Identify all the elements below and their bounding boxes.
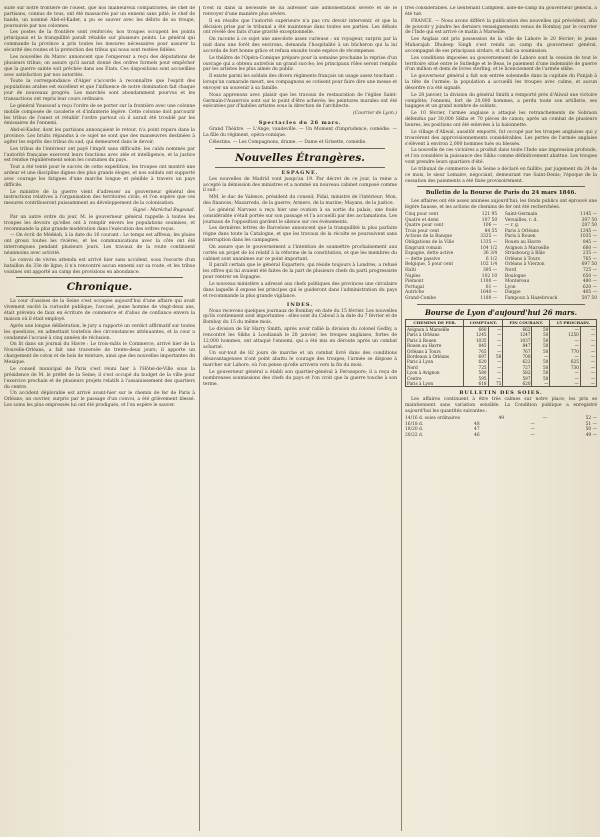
table-cell: —: [488, 365, 503, 370]
table-cell: —: [580, 332, 596, 337]
table-cell: 765: [464, 349, 488, 354]
soies-cell: 48: [474, 421, 480, 427]
quote-value: 121 95: [481, 212, 498, 218]
quote-label: Piémont: [405, 279, 424, 285]
article-paragraph: On raconte à ce sujet une anecdote assez curieuse : un voyageur, surpris par la nuit dans une forêt des environs, demanda l'hospitalité à un bûcheron qui la lui accorda de fort bonne grâce et refusa ensuite toute espèce de récompense.: [203, 37, 397, 54]
bourse-lyon-heading: Bourse de Lyon d'aujourd'hui 26 mars.: [424, 307, 578, 317]
soies-cell: —: [530, 427, 535, 433]
article-signature: Signé : Maréchal Bugeaud.: [132, 208, 195, 214]
table-cell: 597: [503, 376, 532, 381]
table-header: FIN COURANT.: [503, 319, 550, 326]
table-cell: —: [488, 332, 503, 337]
quote-value: 697 50: [581, 262, 597, 268]
quote-label: Cinq pour cent: [405, 212, 439, 218]
table-cell: 50: [532, 332, 550, 337]
table-cell: 1035: [464, 338, 488, 343]
table-cell: —: [488, 359, 503, 364]
article-paragraph: Le gouverneur général a établi son quartier-général à Ferozepore; il a reçu de nombreuses soumissions des chefs du pays et l'on croit que la guerre touche à son terme.: [203, 369, 397, 387]
table-cell: 1247: [503, 332, 532, 337]
bulletin-soies-heading: BULLETIN DES SOIES.: [459, 390, 543, 397]
article-paragraph: La cour d'assises de la Seine s'est occupée aujourd'hui d'une affaire qui avait vivement excité la curiosité publique; l'accusé, jeune homme de vingt-deux ans, était prévenu de faux en écriture de commerce et d'abus de confiance envers la maison où il était employé.: [4, 299, 195, 323]
article-paragraph: Le général Narvaez a reçu hier une ovation à sa sortie du palais; une foule considérable s'était portée sur son passage et l'a accueilli par des acclamations. Les journaux de l'opposition gardent le silence sur ces événements.: [203, 207, 397, 225]
column-rule: [199, 6, 200, 831]
section-heading-nouvelles: Nouvelles Étrangères.: [235, 151, 365, 164]
soies-cell: 18/20 d.: [405, 427, 424, 433]
article-paragraph: Le 10 février, l'armée anglaise a attaqué les retranchements de Sobraon défendus par 30,000 Sikhs et 70 pièces de canon; après un combat de plusieurs heures, les positions ont été enlevées à la baïonnette.: [405, 111, 597, 128]
quote-value: 507 50: [581, 295, 597, 301]
article-paragraph: suite sur notre frontière de l'ouest, que nos malheureux compatriotes, de chef de partisans, connus de tous, ont été massacrés par un ennemi sans pitié; le chef de bande, un nommé Abd-el-Kader, a pu se sauver avec les débris de sa troupe, poursuivie par nos colonnes.: [4, 6, 195, 29]
quote-label: Strasbourg à Bâle: [504, 251, 546, 257]
soies-cell: 51 —: [585, 421, 597, 427]
railway-market-table: [405, 319, 597, 388]
article-paragraph: Il paraît certain que le général Espartero, qui réside toujours à Londres, a refusé les offres qui lui avaient été faites de la part de plusieurs chefs du parti progressiste pour rentrer en Espagne.: [203, 263, 397, 281]
table-cell: —: [532, 381, 550, 387]
soies-cell: 14/16 d. soies ordinaires: [405, 416, 460, 422]
soies-cell: 49: [498, 416, 505, 422]
quote-value: 480 —: [582, 279, 597, 285]
quote-label: Autriche: [405, 290, 425, 296]
article-paragraph: Nous apprenons avec plaisir que les travaux de restauration de l'église Saint-Germain-l'Auxerrois sont sur le point d'être achevés; les peintures murales ont été exécutées par d'habiles artistes sous la direction de l'architecte.: [203, 92, 397, 110]
quote-value: 61 —: [485, 284, 498, 290]
article-paragraph: Un sur-tout de 82 jours de marche et un combat livré dans des conditions désavantageuses n'ont point abattu le courage des troupes; l'armée se dispose à marcher sur Lahore, où l'on pense qu'elle arrivera vers la fin du mois.: [203, 351, 397, 369]
article-paragraph: Abd-el-Kader, dont les partisans annonçaient le retour, n'a point reparu dans la province. Les bruits répandus à ce sujet ne sont que des manœuvres destinées à agiter les esprits des tribus du sud, qui demeurent dans le devoir.: [4, 128, 195, 145]
quote-value: 1145 —: [580, 212, 597, 218]
soies-cell: 52 —: [585, 416, 597, 422]
quote-label: Orléans à Vierzon: [504, 262, 545, 268]
quote-value: 287 50: [581, 223, 597, 229]
table-cell: —: [580, 326, 596, 332]
soies-cell: —: [542, 416, 548, 422]
table-cell: Orléans à Tours: [406, 349, 464, 354]
article-paragraph: Le général Youssouf a reçu l'ordre de se porter sur la frontière avec une colonne mobile composée de cavalerie et d'infanterie légère. Cette colonne doit parcourir les tribus de l'ouest et rétablir l'ordre partout où il aurait été troublé par les émissaires de l'ennemi.: [4, 103, 195, 127]
quote-label: Belgique, 5 pour cent: [405, 262, 454, 268]
table-cell: 50: [532, 359, 550, 364]
table-cell: 730: [550, 365, 581, 370]
quote-value: 1180 —: [480, 295, 498, 301]
table-cell: —: [532, 354, 550, 359]
quote-label: Avignon à Marseille: [504, 245, 550, 251]
quote-value: 405 —: [582, 290, 597, 296]
table-cell: Rouen au Havre: [406, 343, 464, 348]
quote-value: 395 —: [482, 268, 498, 273]
table-cell: —: [580, 354, 596, 359]
quote-value: 845 —: [582, 240, 597, 246]
article-paragraph: Le convoi de vivres attendu est arrivé hier sans accident, sous l'escorte d'un bataillon du 33e de ligne; il n'a rencontré aucun ennemi sur sa route, et les tribus voisines ont apporté au camp des provisions en abondance.: [4, 257, 195, 275]
quote-value: 107 50: [481, 217, 498, 223]
table-cell: 847: [503, 343, 532, 348]
quote-value: 1245 —: [580, 228, 597, 234]
article-source: (Courrier de Lyon.): [353, 111, 397, 117]
section-divider: [16, 296, 183, 297]
table-cell: 50: [532, 349, 550, 354]
section-heading-chronique: Chronique.: [66, 281, 133, 294]
bourse-note: Les affaires ont été assez animées aujourd'hui; les fonds publics ont éprouvé une légère hausse, et les actions de chemins de fer ont été recherchées.: [405, 199, 597, 211]
article-paragraph: Les conditions imposées au gouvernement de Lahore sont la cession de tout le territoire situé entre le Sutledge et le Beas, le paiement d'une indemnité de guerre d'un million et demi de livres sterling, et le licenciement de l'armée sikhe.: [405, 55, 597, 73]
quote-label: Naples: [405, 273, 421, 279]
soies-cell: 46: [474, 432, 480, 438]
quote-value: 765 —: [582, 256, 597, 262]
table-cell: —: [580, 338, 596, 343]
table-cell: —: [488, 370, 503, 375]
quote-label: Portugal: [405, 284, 424, 290]
article-paragraph: Les tribus de l'intérieur ont payé l'impôt sans difficulté; les caïds nommés par l'autorité française exercent leurs fonctions avec zèle et intelligence, et la justice est rendue régulièrement selon les coutumes du pays.: [4, 146, 195, 164]
article-paragraph: On lit dans un journal du Havre : Le trois-mâts le Commerce, arrivé hier de la Nouvelle-Orléans, a fait une traversée de trente-deux jours; il apporte un chargement de coton et de bois de teinture, ainsi que des nouvelles importantes du Mexique.: [4, 342, 195, 366]
quote-value: 36 3/4: [483, 251, 498, 257]
quote-label: Quatre et demi: [405, 217, 439, 223]
article-paragraph: Le conseil municipal de Paris s'est réuni hier à l'Hôtel-de-Ville sous la présidence de M. le préfet de la Seine; il s'est occupé du budget de la ville pour l'exercice prochain et de plusieurs projets relatifs à l'assainissement des quartiers du centre.: [4, 366, 195, 390]
quote-value: 84 55: [484, 228, 498, 234]
table-cell: —: [488, 326, 503, 332]
table-cell: 845: [464, 343, 488, 348]
article-paragraph: Le division de Sir Harry Smith, après avoir rallié la division du colonel Godby, a rencontré les Sikhs à Loodianah le 28 janvier; les troupes anglaises, fortes de 12,000 hommes, ont attaqué l'ennemi, qui a été mis en déroute après un combat acharné.: [203, 327, 397, 350]
table-cell: 697: [464, 354, 488, 359]
quote-label: — dette passive: [405, 256, 441, 262]
table-cell: 767: [503, 349, 532, 354]
article-paragraph: Nous recevons quelques journaux de Bombay en date du 15 février. Les nouvelles qu'ils contiennent sont importantes : elles sont du Caboul à la date du 7 février et de Bombay du 15 du même mois.: [203, 308, 397, 326]
spectacles-entry: Célestins. — Les Compagnons, drame. — Dame et Grisette, comédie.: [209, 139, 367, 145]
quote-value: 102 10: [481, 273, 498, 279]
quote-label: Orléans à Tours: [504, 256, 541, 262]
quote-value: 3325 —: [480, 234, 498, 240]
table-cell: —: [550, 381, 581, 387]
table-cell: Avignon à Marseille: [406, 326, 464, 332]
quote-value: 104 1/2: [480, 245, 498, 251]
section-divider: [215, 148, 385, 149]
quote-value: 660 —: [582, 245, 597, 251]
section-divider: [215, 167, 385, 168]
column-right: [405, 6, 597, 831]
article-paragraph: MM. le duc de Valence, président du conseil; Pidal, ministre de l'intérieur; Mon, des finances; Mazarredo, de la guerre; Armero, de la marine; Mayans, de la justice.: [203, 195, 397, 207]
table-cell: —: [550, 343, 581, 348]
article-paragraph: Les postes de la frontière sont renforcés; nos troupes occupent les points principaux et la tranquillité paraît rétablie sur plusieurs points. Le général qui commande la province a pris toutes les mesures nécessaires pour assurer la sécurité des routes et la protection des tribus qui nous sont restées fidèles.: [4, 30, 195, 54]
article-paragraph: très considérables. Le lieutenant Campbell, aide-de-camp du gouverneur général, a été tué.: [405, 6, 597, 17]
quote-value: 235 —: [582, 251, 597, 257]
quote-label: Actions de la Banque: [405, 234, 453, 240]
table-cell: 622: [503, 359, 532, 364]
quote-value: 1335 —: [480, 240, 498, 246]
table-cell: 725: [464, 365, 488, 370]
table-cell: —: [488, 343, 503, 348]
table-cell: 660: [464, 326, 488, 332]
quote-value: 1180 —: [480, 279, 498, 285]
table-cell: 700: [503, 354, 532, 359]
article-paragraph: Les nouvelles du Maroc annoncent que l'empereur a reçu des députations de plusieurs tribus; on assure qu'il aurait donné des ordres formels pour empêcher que la guerre sainte soit prêchée dans ses États. Ces dispositions sont accueillies avec satisfaction par nos autorités.: [4, 54, 195, 78]
table-cell: 50: [532, 338, 550, 343]
table-cell: 770: [550, 349, 581, 354]
quote-label: Rouen au Havre: [504, 240, 541, 246]
table-cell: —: [580, 365, 596, 370]
article-paragraph: Le tribunal de commerce de la Seine a déclaré en faillite, par jugement du 24 de ce mois, le sieur Lemaire, négociant, demeurant rue Saint-Denis; l'époque de la cessation des paiements a été fixée provisoirement.: [405, 166, 597, 184]
table-cell: 618: [464, 381, 488, 387]
quote-label: Espagne, dette active: [405, 251, 454, 257]
table-cell: —: [580, 359, 596, 364]
quote-label: Paris à Rouen: [504, 234, 536, 240]
article-paragraph: Il existe parmi les soldats des divers régiments français un usage assez touchant : lorsqu'un camarade meurt, ses compagnons se cotisent pour faire dire une messe et envoyer un souvenir à sa famille.: [203, 74, 397, 91]
article-paragraph: Le village d'Aliwal, aussitôt emporté, fut occupé par les troupes anglaises qui y trouvèrent des approvisionnements considérables. Les pertes de l'armée anglaise s'élèvent à environ 2,000 hommes tués ou blessés.: [405, 129, 597, 147]
column-rule: [401, 6, 402, 831]
quote-label: — r. g.: [504, 223, 520, 229]
soies-cell: 50 —: [585, 427, 597, 433]
country-heading-indes: INDES.: [286, 301, 314, 308]
article-paragraph: Un accident déplorable est arrivé avant-hier sur le chemin de fer de Paris à Orléans; un ouvrier, surpris par le passage d'un convoi, a été grièvement blessé. Les soins les plus empressés lui ont été prodigués, et l'on espère le sauver.: [4, 391, 195, 409]
quote-label: Haïti: [405, 268, 417, 273]
quote-row: [505, 296, 597, 302]
quote-label: Versailles, r. d.: [504, 217, 538, 223]
table-cell: —: [580, 349, 596, 354]
quotes-right-list: [505, 212, 597, 302]
article-paragraph: La nouvelle de ces victoires a produit dans toute l'Inde une impression profonde, et l'on considère la puissance des Sikhs comme définitivement abattue. Les troupes vont prendre leurs quartiers d'été.: [405, 148, 597, 166]
table-cell: Paris à Orléans: [406, 332, 464, 337]
table-cell: 50: [532, 343, 550, 348]
table-cell: —: [550, 370, 581, 375]
table-cell: —: [488, 349, 503, 354]
article-paragraph: Le théâtre de l'Opéra-Comique prépare pour la semaine prochaine la reprise d'un ouvrage qui a obtenu autrefois un grand succès; les principaux rôles seront remplis par les artistes les plus aimés du public.: [203, 55, 397, 73]
quote-label: Emprunt romain: [405, 245, 442, 251]
quote-value: 650 —: [582, 273, 597, 279]
spectacles-entry: Grand Théâtre. — L'Ange, vaudeville. — Un Moment d'imprudence, comédie. — La fille du régiment, opéra-comique.: [203, 127, 397, 138]
table-cell: —: [580, 381, 596, 387]
article-paragraph: n'est ni dans la nécessité de lui adresser une admonestation sévère et de le renvoyer d'une manière plus sévère.: [203, 6, 397, 17]
section-divider: [417, 304, 585, 305]
table-row: [406, 381, 597, 387]
article-paragraph: — On écrit de Médéah, à la date du 16 courant : Le temps est affreux; les pluies ont grossi toutes les rivières, et les communications avec la côte ont été interrompues pendant plusieurs jours. Les travaux de la route continuent néanmoins avec activité.: [4, 233, 195, 257]
article-paragraph: On assure que le gouvernement a l'intention de soumettre prochainement aux cortès un projet de loi relatif à la réforme de la constitution, et que les membres du cabinet sont unanimes sur ce point important.: [203, 244, 397, 262]
article-paragraph: Le ministre de la guerre vient d'adresser au gouverneur général des instructions relatives à l'organisation des territoires civils, et l'on espère que ces mesures contribueront puissamment au développement de la colonisation.: [4, 189, 195, 207]
table-cell: 620: [464, 359, 488, 364]
section-divider: [417, 186, 585, 187]
soies-cell: —: [530, 432, 535, 438]
quote-label: Trois pour cent: [405, 228, 440, 234]
table-cell: 595: [464, 376, 488, 381]
table-cell: 625: [550, 359, 581, 364]
quote-label: Quatre pour cent: [405, 223, 444, 229]
table-cell: 1250: [550, 332, 581, 337]
quote-value: 397 50: [581, 217, 597, 223]
table-cell: Paris à Lyon: [406, 359, 464, 364]
spectacles-heading: Spectacles du 26 mars.: [258, 120, 342, 127]
article-paragraph: Il en résulte que l'autorité supérieure n'a pas cru devoir intervenir, et que la décision prise par le tribunal a été maintenue dans toutes ses parties. Les débats ont révélé des faits d'une gravité exceptionnelle.: [203, 18, 397, 36]
table-cell: —: [580, 370, 596, 375]
table-cell: Paris à Lyon: [406, 381, 464, 387]
table-cell: —: [488, 338, 503, 343]
article-paragraph: Tout a été tenté pour le succès de cette expédition; les troupes ont montré une ardeur et une discipline dignes des plus grands éloges, et nos soldats ont supporté avec courage les fatigues d'une marche longue et pénible à travers un pays difficile.: [4, 165, 195, 188]
table-cell: —: [550, 376, 581, 381]
quote-value: 620 —: [582, 284, 597, 290]
article-paragraph: Les nouvelles de Madrid vont jusqu'au 19. Par décret de ce jour, la reine a accepté la démission des ministres et a nommé un nouveau cabinet composé comme il suit :: [203, 176, 397, 194]
quote-label: Obligations de la Ville: [405, 240, 455, 246]
quote-label: Boulogne: [504, 273, 526, 279]
quote-label: Saint-Germain: [504, 212, 538, 218]
article-paragraph: Par un autre ordre du jour, M. le gouverneur général rappelle à toutes les troupes les devoirs qu'elles ont à remplir envers les populations soumises, et recommande la plus grande modération dans l'exécution des ordres reçus.: [4, 214, 195, 232]
quote-row: [405, 296, 497, 302]
article-paragraph: Le gouverneur général a fait son entrée solennelle dans la capitale du Punjab à la tête de l'armée; la population a accueilli les troupes avec calme, et aucun désordre n'a été signalé.: [405, 74, 597, 91]
table-cell: —: [488, 376, 503, 381]
quote-label: Nord: [504, 268, 517, 273]
soies-cell: 16/18 d.: [405, 421, 424, 427]
quotes-left-list: [405, 212, 497, 302]
table-cell: 662: [503, 326, 532, 332]
table-cell: —: [550, 338, 581, 343]
quote-label: Paris à Orléans: [504, 228, 539, 234]
table-cell: 50: [532, 365, 550, 370]
table-cell: 50: [532, 370, 550, 375]
article-paragraph: Toute la correspondance d'Alger s'accorde à reconnaître que l'esprit des populations arabes est excellent et que l'influence de notre domination fait chaque jour de nouveaux progrès. Les marchés sont abondamment pourvus et les transactions ont repris leur cours ordinaire.: [4, 79, 195, 102]
bourse-quotes: [405, 212, 597, 302]
table-cell: 620: [503, 381, 532, 387]
article-paragraph: Le 28 janvier, la division du général Smith a remporté près d'Aliwal une victoire complète; l'ennemi, fort de 20,000 hommes, a perdu toute son artillerie, ses bagages et un grand nombre de soldats.: [405, 92, 597, 110]
quote-value: 6 1/2: [485, 256, 498, 262]
quote-value: 1035 —: [580, 234, 597, 240]
quote-label: Lyon: [504, 284, 516, 290]
article-paragraph: Après une longue délibération, le jury a rapporté un verdict affirmatif sur toutes les questions, en admettant toutefois des circonstances atténuantes, et la cour a condamné l'accusé à cinq années de réclusion.: [4, 323, 195, 341]
quote-value: 102 1/4: [480, 262, 498, 268]
quote-label: Fampoux à Hazebrouck: [504, 295, 558, 301]
table-cell: —: [550, 326, 581, 332]
soies-cell: 47: [474, 427, 480, 433]
quote-label: Dieppe: [504, 290, 521, 296]
table-cell: Lyon à Avignon: [406, 370, 464, 375]
table-cell: —: [550, 354, 581, 359]
column-left: [4, 6, 195, 831]
article-paragraph: FRANCE. — Nous avons différé la publication des nouvelles qui précèdent, afin de pouvoir y joindre les derniers renseignements venus de Bombay par le courrier de l'Inde qui est arrivé ce matin à Marseille.: [405, 18, 597, 36]
table-header: 15 PROCHAIN.: [550, 319, 597, 326]
quote-value: 1640 —: [480, 290, 498, 296]
table-header: COMPTANT.: [464, 319, 503, 326]
quote-value: 106 —: [482, 223, 498, 229]
table-cell: Bordeaux à Orléans: [406, 354, 464, 359]
soies-cell: —: [530, 421, 535, 427]
table-cell: 580: [464, 370, 488, 375]
soies-row: [405, 433, 597, 439]
table-cell: 50: [532, 376, 550, 381]
table-cell: 727: [503, 365, 532, 370]
section-divider: [16, 277, 183, 278]
table-cell: 50: [532, 326, 550, 332]
table-header: CHEMINS DE FER.: [406, 319, 464, 326]
soies-cell: 49 —: [585, 432, 597, 438]
table-cell: 1245: [464, 332, 488, 337]
table-row: [406, 332, 597, 337]
soies-list: [405, 416, 597, 438]
table-cell: —: [580, 376, 596, 381]
table-cell: 75: [488, 381, 503, 387]
table-cell: —: [580, 343, 596, 348]
table-cell: 50: [488, 354, 503, 359]
article-paragraph: Les dernières lettres de Barcelone annoncent que la tranquillité la plus parfaite règne dans toute la Catalogne, et que les travaux de la récolte se poursuivent sans interruption dans les campagnes.: [203, 226, 397, 244]
article-paragraph: Le nouveau ministère a adressé aux chefs politiques des provinces une circulaire dans laquelle il expose les principes qui le guideront dans l'administration du pays et recommande la plus grande vigilance.: [203, 281, 397, 299]
table-cell: Paris à Rouen: [406, 338, 464, 343]
bourse-paris-heading: Bulletin de la Bourse de Paris du 24 mars 1846.: [425, 190, 577, 197]
country-heading-espagne: ESPAGNE.: [281, 169, 319, 176]
quote-label: Montereau: [504, 279, 530, 285]
quote-label: Grand-Combe: [405, 295, 436, 301]
soies-cell: 20/22 d.: [405, 432, 424, 438]
table-cell: 582: [503, 370, 532, 375]
table-cell: 1037: [503, 338, 532, 343]
table-cell: Nord: [406, 365, 464, 370]
column-middle: [203, 6, 397, 831]
table-cell: Centre: [406, 376, 464, 381]
quote-value: 725 —: [582, 268, 597, 273]
article-paragraph: Les Anglais ont pris possession de la ville de Lahore le 20 février; le jeune Maharajah Dhuleep Singh s'est rendu au camp du gouverneur général, accompagné de ses principaux sirdars, et a fait sa soumission.: [405, 37, 597, 54]
soies-note: Les affaires continuent à être très calmes sur notre place; les prix se maintiennent sans variation sensible. La Condition publique a enregistré aujourd'hui les quantités suivantes :: [405, 397, 597, 415]
